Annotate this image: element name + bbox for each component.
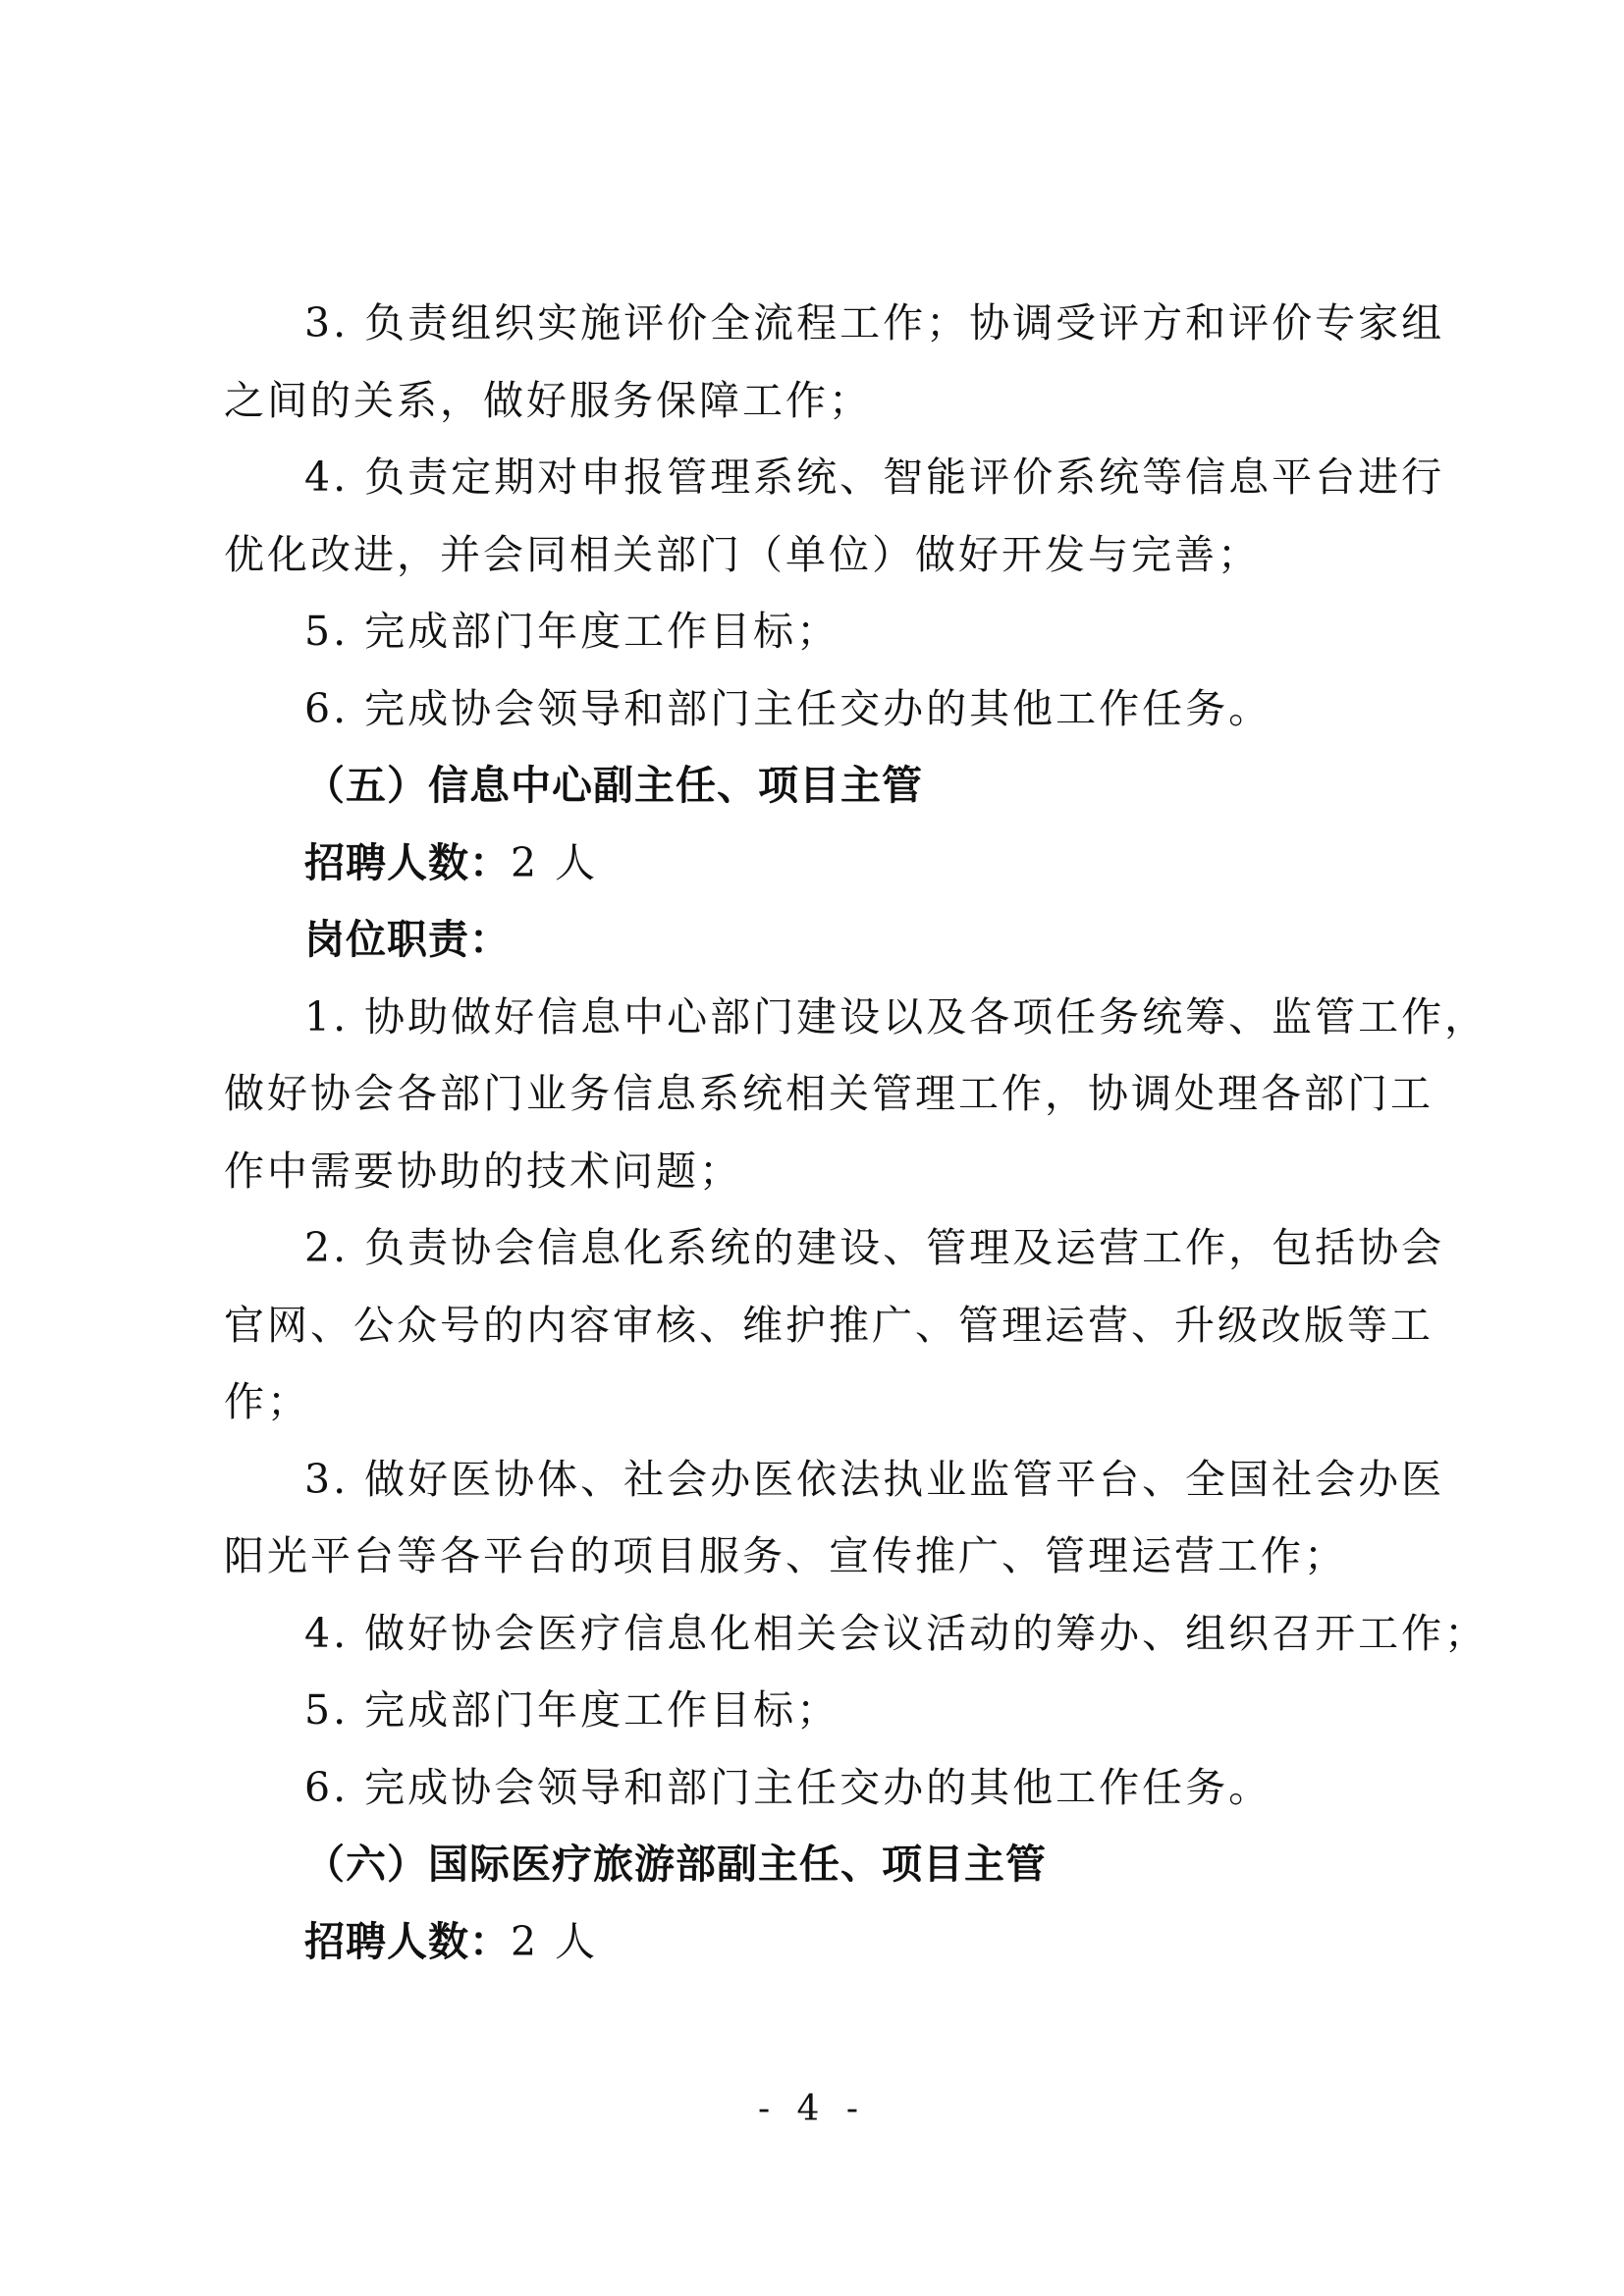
duty-item-5: 5. 完成部门年度工作目标； [304, 608, 840, 655]
s5-duty-item-1-line-2: 做好协会各部门业务信息系统相关管理工作，协调处理各部门工 [224, 1070, 1434, 1117]
s5-duty-item-5: 5. 完成部门年度工作目标； [304, 1686, 840, 1734]
section-6-heading: （六）国际医疗旅游部副主任、项目主管 [304, 1841, 1047, 1888]
recruit-count-value: 2 人 [511, 838, 599, 886]
s5-duty-item-1-line-3: 作中需要协助的技术问题； [224, 1147, 742, 1195]
section-5-heading: （五）信息中心副主任、项目主管 [304, 762, 923, 809]
s5-duty-item-6: 6. 完成协会领导和部门主任交办的其他工作任务。 [304, 1763, 1272, 1811]
section-6-recruit-count [224, 1903, 1432, 1981]
s5-duty-item-2-line-3: 作； [224, 1378, 310, 1425]
recruit-count-label: 招聘人数： [304, 838, 511, 886]
section-5-duties-label: 岗位职责： [304, 916, 511, 963]
page-number: - 4 - [757, 2089, 867, 2129]
s5-duty-item-4: 4. 做好协会医疗信息化相关会议活动的筹办、组织召开工作； [304, 1609, 1489, 1657]
recruit-count-value: 2 人 [511, 1917, 599, 1965]
duty-item-3-line-2: 之间的关系，做好服务保障工作； [224, 376, 872, 424]
recruit-count-label: 招聘人数： [304, 1917, 511, 1965]
duty-item-3-line-1: 3. 负责组织实施评价全流程工作；协调受评方和评价专家组 [304, 299, 1445, 347]
duty-item-6: 6. 完成协会领导和部门主任交办的其他工作任务。 [304, 684, 1272, 732]
s5-duty-item-1-line-1: 1. 协助做好信息中心部门建设以及各项任务统筹、监管工作， [304, 992, 1489, 1041]
s5-duty-item-2-line-2: 官网、公众号的内容审核、维护推广、管理运营、升级改版等工 [224, 1301, 1434, 1349]
document-body [224, 285, 1489, 1980]
section-5-recruit-count [224, 825, 1432, 902]
s5-duty-item-3-line-1: 3. 做好医协体、社会办医依法执业监管平台、全国社会办医 [304, 1455, 1445, 1503]
s5-duty-item-3-line-2: 阳光平台等各平台的项目服务、宣传推广、管理运营工作； [224, 1532, 1347, 1579]
duty-item-4-line-1: 4. 负责定期对申报管理系统、智能评价系统等信息平台进行 [304, 454, 1445, 501]
duty-item-4-line-2: 优化改进，并会同相关部门（单位）做好开发与完善； [224, 530, 1261, 578]
s5-duty-item-2-line-1: 2. 负责协会信息化系统的建设、管理及运营工作，包括协会 [304, 1224, 1445, 1271]
